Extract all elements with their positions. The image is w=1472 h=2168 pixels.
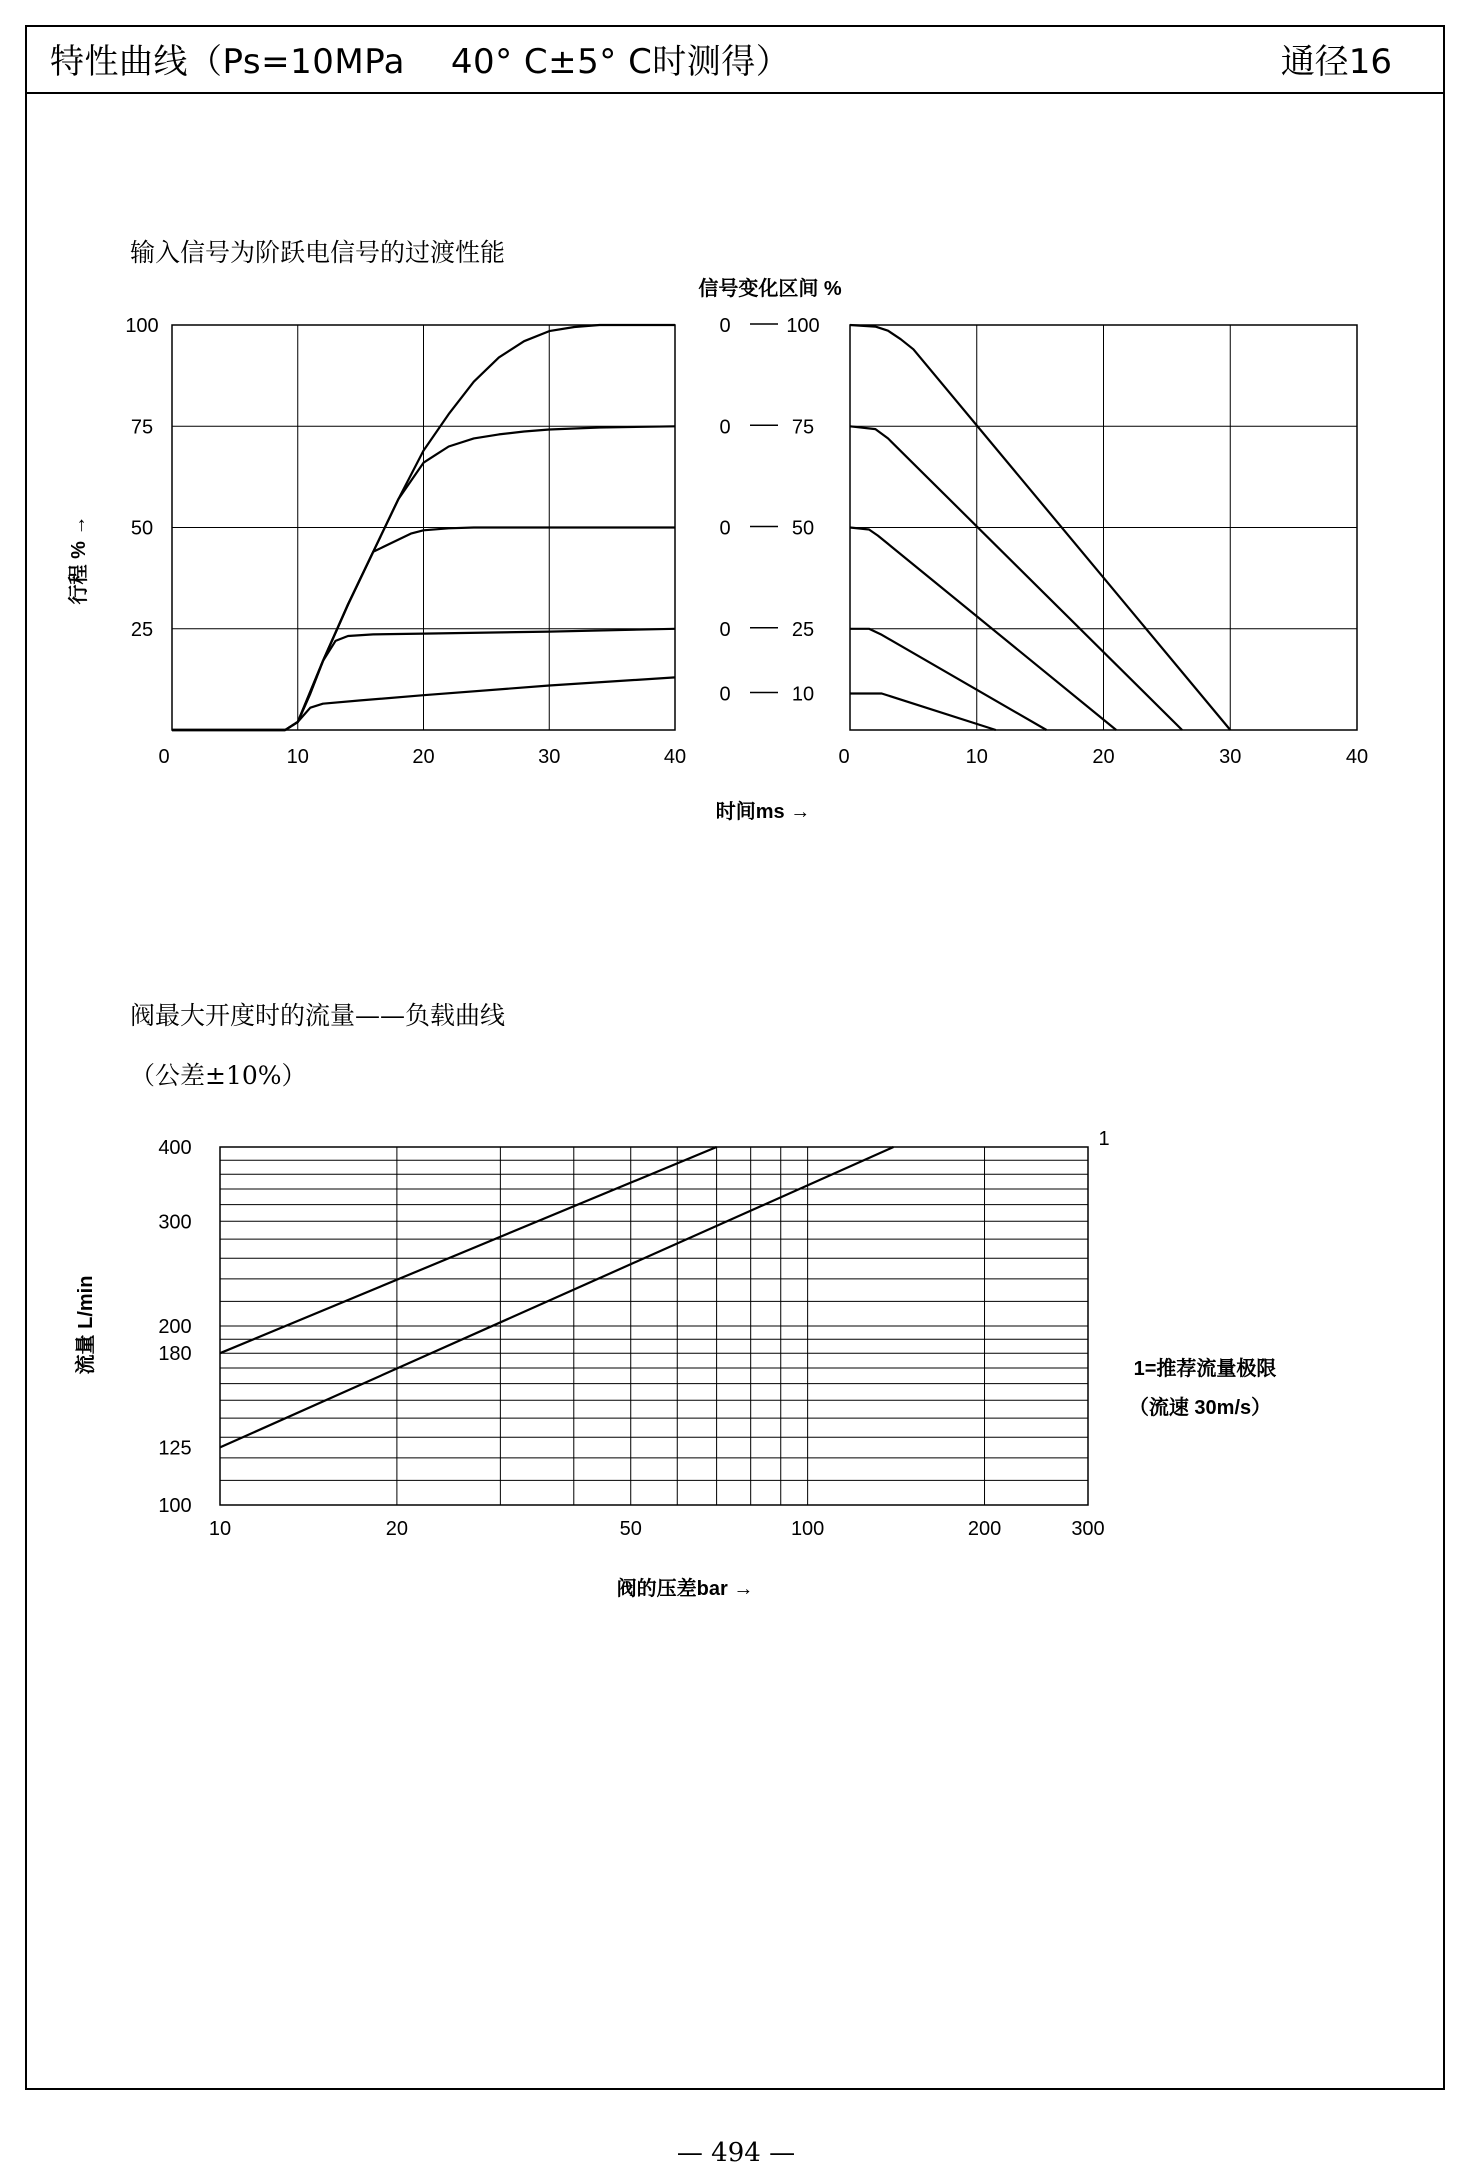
chart3-legend-line-2: （流速 30m/s） <box>1128 1397 1272 1419</box>
chart3-x-tick-label: 20 <box>385 1518 409 1540</box>
chart2-range-start-label: 0 <box>719 517 731 540</box>
chart3-series-line-2 <box>220 1147 894 1447</box>
chart3-y-tick-label: 180 <box>158 1343 192 1366</box>
chart2-x-tick-label: 30 <box>1219 746 1242 768</box>
chart3-y-tick-label: 200 <box>158 1316 192 1338</box>
chart3-x-tick-label: 100 <box>790 1518 825 1540</box>
chart2-x-tick-label: 20 <box>1092 746 1115 768</box>
chart2-range-end-label: 25 <box>791 618 815 641</box>
section2-title: 阀最大开度时的流量——负载曲线 <box>130 1001 506 1030</box>
chart3-y-axis-label: 流量 L/min <box>75 1275 97 1375</box>
chart1-x-tick-label: 40 <box>663 746 687 768</box>
chart3-y-tick-label: 125 <box>158 1437 192 1460</box>
chart1-y-tick-label: 100 <box>125 315 159 337</box>
chart1-x-tick-label: 30 <box>538 746 561 768</box>
chart2-x-tick-label: 40 <box>1345 746 1369 768</box>
chart3-series-line-1 <box>220 1147 717 1353</box>
chart1-y-axis-label: 行程 % → <box>68 515 90 605</box>
chart3-x-tick-label: 10 <box>208 1518 232 1540</box>
chart2-range-end-label: 75 <box>791 416 815 439</box>
chart3-y-tick-label: 100 <box>158 1495 192 1517</box>
chart2-x-axis-label: 时间ms → <box>715 801 811 823</box>
header-title: 特性曲线（Ps=10MPa 40° C±5° C时测得） <box>50 42 791 82</box>
section2-subtitle: （公差±10%） <box>130 1061 307 1090</box>
chart2-range-end-label: 100 <box>786 315 820 337</box>
chart1-y-tick-label: 25 <box>130 618 154 641</box>
chart2-range-end-label: 50 <box>791 517 815 540</box>
chart3-y-tick-label: 300 <box>158 1211 192 1234</box>
chart1-x-tick-label: 20 <box>412 746 435 768</box>
chart2-range-start-label: 0 <box>719 315 731 337</box>
chart3-x-axis-label: 阀的压差bar → <box>616 1578 754 1600</box>
chart1-y-tick-label: 50 <box>130 517 154 540</box>
header-nominal-size: 通径16 <box>1280 42 1392 82</box>
chart3-x-tick-label: 200 <box>967 1518 1002 1540</box>
page-number: — 494 — <box>676 2138 796 2168</box>
chart2-series-line-5 <box>850 694 996 731</box>
chart1-x-tick-label: 10 <box>286 746 309 768</box>
chart2-title: 信号变化区间 % <box>698 278 842 300</box>
chart3-x-tick-label: 300 <box>1071 1518 1105 1540</box>
chart2-x-tick-label: 10 <box>965 746 988 768</box>
chart2-range-start-label: 0 <box>719 683 731 706</box>
chart3-legend-line-1: 1=推荐流量极限 <box>1133 1358 1277 1380</box>
chart1-x-tick-label: 0 <box>158 746 170 768</box>
chart3-limit-label: 1 <box>1098 1128 1110 1150</box>
section1-title: 输入信号为阶跃电信号的过渡性能 <box>130 238 506 267</box>
chart2-range-start-label: 0 <box>719 416 731 439</box>
chart1-y-tick-label: 75 <box>130 416 154 439</box>
chart2-x-tick-label: 0 <box>838 746 850 768</box>
chart2-range-start-label: 0 <box>719 618 731 641</box>
chart2-range-end-label: 10 <box>791 683 815 706</box>
chart3-x-tick-label: 50 <box>619 1518 642 1540</box>
chart3-y-tick-label: 400 <box>158 1137 192 1159</box>
